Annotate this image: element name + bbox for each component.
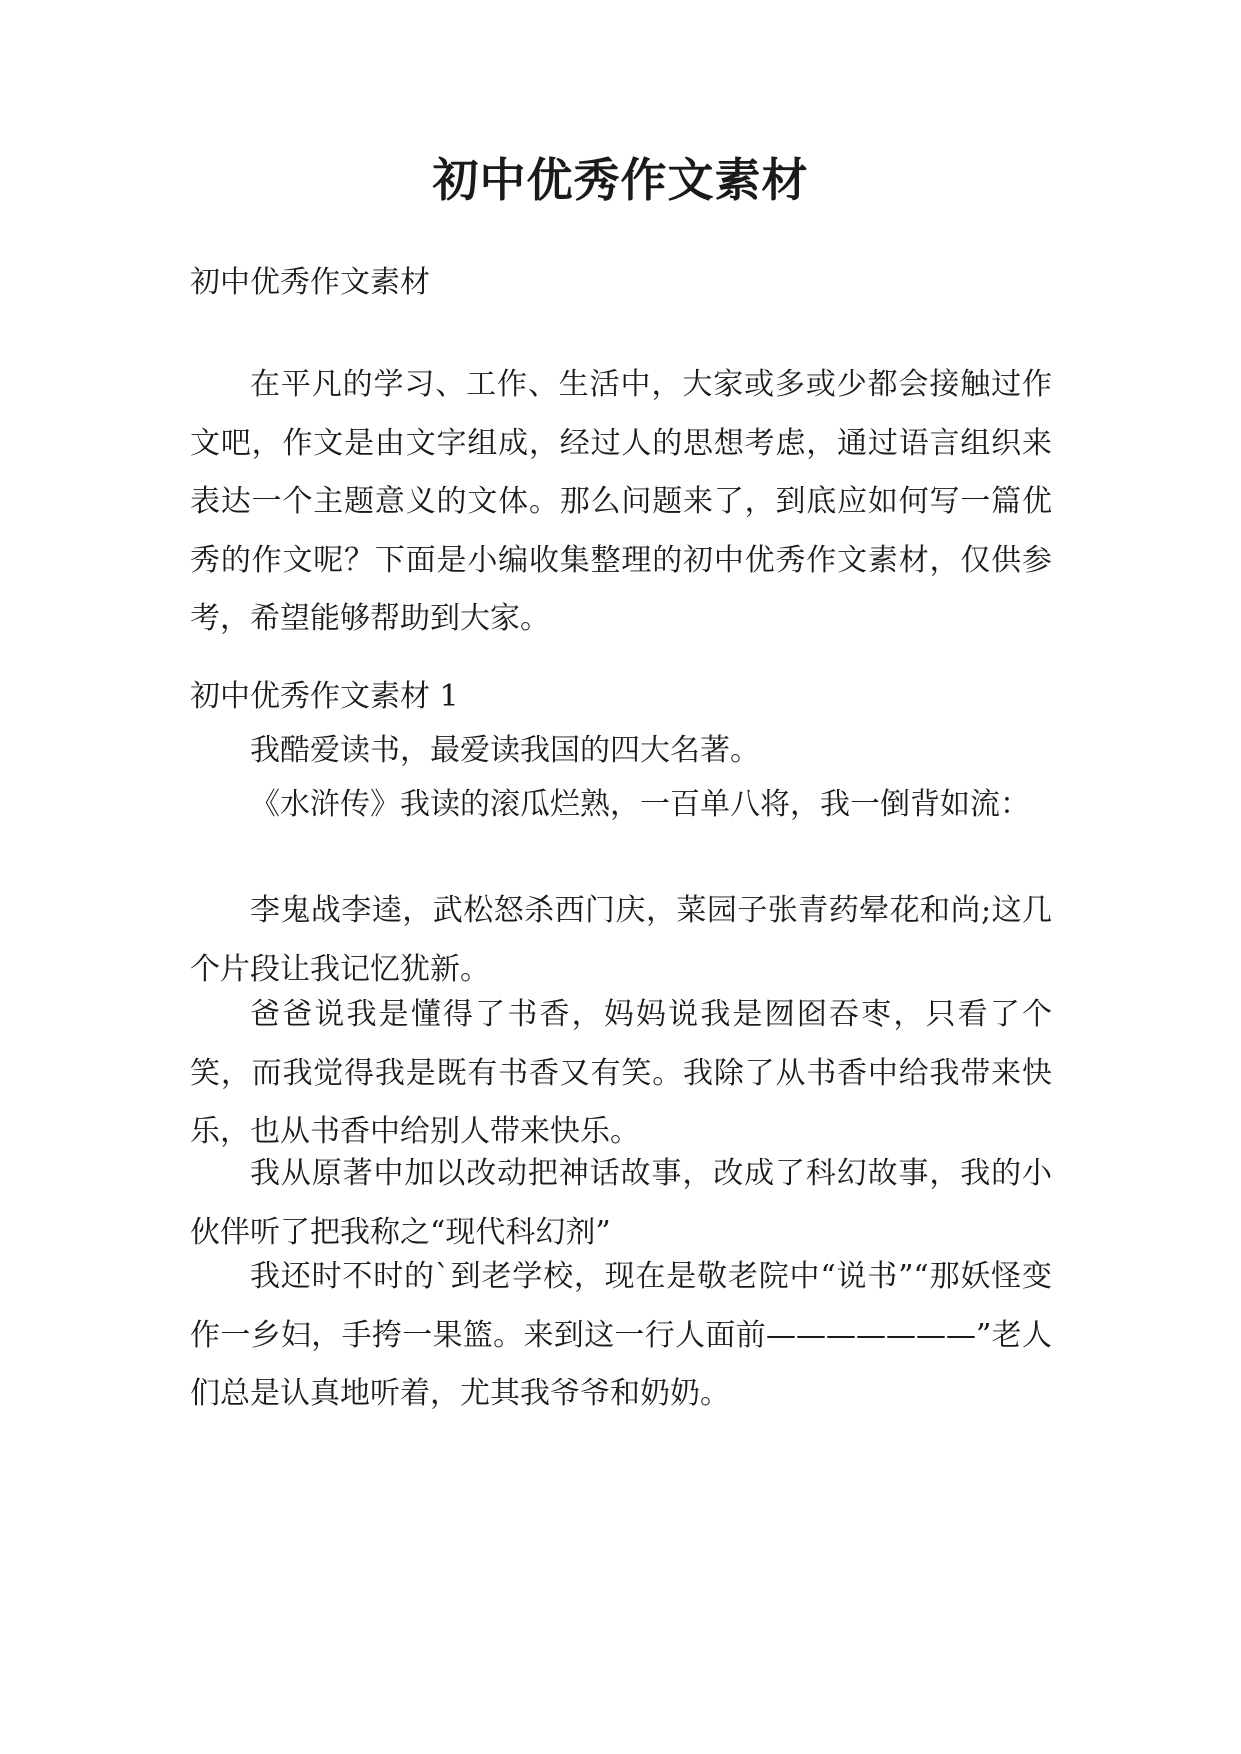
body-paragraph-3: 李鬼战李逵，武松怒杀西门庆，菜园子张青药晕花和尚;这几个片段让我记忆犹新。 — [190, 893, 1052, 987]
document-subtitle: 初中优秀作文素材 — [190, 265, 430, 300]
section-heading: 初中优秀作文素材 1 — [190, 679, 459, 714]
body-paragraph-5: 我从原著中加以改动把神话故事，改成了科幻故事，我的小伙伴听了把我称之“现代科幻剂” — [190, 1156, 1052, 1250]
intro-paragraph: 在平凡的学习、工作、生活中，大家或多或少都会接触过作文吧，作文是由文字组成，经过人的思想考虑，通过语言组织来表达一个主题意义的文体。那么问题来了，到底应如何写一篇优秀的作文呢？下面是小编收集整理的初中优秀作文素材，仅供参考，希望能够帮助到大家。 — [190, 367, 1052, 636]
body-paragraph-6: 我还时不时的`到老学校，现在是敬老院中“说书”“那妖怪变作一乡妇，手挎一果篮。来到这一行人面前———————”老人们总是认真地听着，尤其我爷爷和奶奶。 — [190, 1259, 1052, 1411]
body-paragraph-2: 《水浒传》我读的滚瓜烂熟，一百单八将，我一倒背如流： — [250, 787, 1030, 822]
body-paragraph-4: 爸爸说我是懂得了书香，妈妈说我是囫囵吞枣，只看了个笑，而我觉得我是既有书香又有笑。我除了从书香中给我带来快乐，也从书香中给别人带来快乐。 — [190, 997, 1052, 1149]
document-title: 初中优秀作文素材 — [432, 153, 809, 207]
body-paragraph-1: 我酷爱读书，最爱读我国的四大名著。 — [250, 733, 760, 768]
